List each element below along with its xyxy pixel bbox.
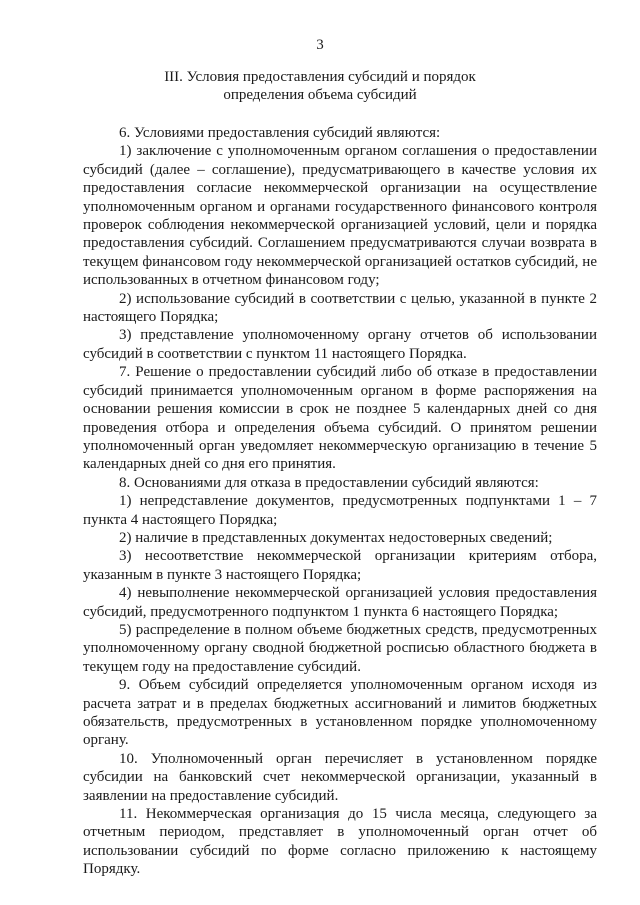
paragraph-8-item-5: 5) распределение в полном объеме бюджетных средств, предусмотренных уполномоченному органу сводной бюджетной росписью областного бюджета в текущем году на предоставление субсидий.	[83, 621, 597, 675]
section-title-line-2: определения объема субсидий	[223, 87, 417, 103]
paragraph-9: 9. Объем субсидий определяется уполномоченным органом исходя из расчета затрат и в пределах бюджетных ассигнований и лимитов бюджетных обязательств, предусмотренных в установленном порядке уполномоченному органу.	[83, 677, 597, 749]
section-heading	[0, 68, 640, 104]
page-number: 3	[316, 37, 324, 53]
section-title-line-1: III. Условия предоставления субсидий и порядок	[164, 69, 476, 85]
paragraph-8-item-4: 4) невыполнение некоммерческой организацией условия предоставления субсидий, предусмотренного подпунктом 1 пункта 6 настоящего Порядка;	[83, 585, 597, 620]
paragraph-10: 10. Уполномоченный орган перечисляет в установленном порядке субсидии на банковский счет некоммерческой организации, указанный в заявлении на предоставление субсидий.	[83, 750, 597, 804]
paragraph-8-item-3: 3) несоответствие некоммерческой организации критериям отбора, указанным в пункте 3 настоящего Порядка;	[83, 548, 597, 583]
paragraph-7: 7. Решение о предоставлении субсидий либо об отказе в предоставлении субсидий принимается уполномоченным органом в форме распоряжения на основании решения комиссии в срок не позднее 5 календарных дней со дня проведения отбора и определения объема субсидий. О принятом решении уполномоченный орган уведомляет некоммерческую организацию в течение 5 календарных дней со дня его принятия.	[83, 364, 597, 473]
paragraph-6: 6. Условиями предоставления субсидий являются:	[119, 125, 441, 141]
paragraph-6-item-3: 3) представление уполномоченному органу отчетов об использовании субсидий в соответствии с пунктом 11 настоящего Порядка.	[83, 327, 597, 362]
document-body	[83, 124, 597, 879]
paragraph-11: 11. Некоммерческая организация до 15 числа месяца, следующего за отчетным периодом, представляет в уполномоченный орган отчет об использовании субсидий по форме согласно приложению к настоящему Порядку.	[83, 806, 597, 878]
paragraph-8-item-2: 2) наличие в представленных документах недостоверных сведений;	[119, 529, 553, 546]
paragraph-6-item-1: 1) заключение с уполномоченным органом соглашения о предоставлении субсидий (далее – соглашение), предусматривающего в качестве условия их предоставления согласие некоммерческой организации на осуществление уполномоченным органом и органами государственного финансового контроля проверок соблюдения некоммерческой организацией условий, цели и порядка предоставления субсидий. Соглашением предусматриваются случаи возврата в текущем финансовом году некоммерческой организацией остатков субсидий, не использованных в отчетном финансовом году;	[83, 143, 597, 289]
paragraph-6-item-2: 2) использование субсидий в соответствии с целью, указанной в пункте 2 настоящего Порядка;	[83, 290, 597, 326]
paragraph-8: 8. Основаниями для отказа в предоставлении субсидий являются:	[119, 474, 539, 491]
paragraph-8-item-1: 1) непредставление документов, предусмотренных подпунктами 1 – 7 пункта 4 настоящего Порядка;	[83, 493, 597, 528]
